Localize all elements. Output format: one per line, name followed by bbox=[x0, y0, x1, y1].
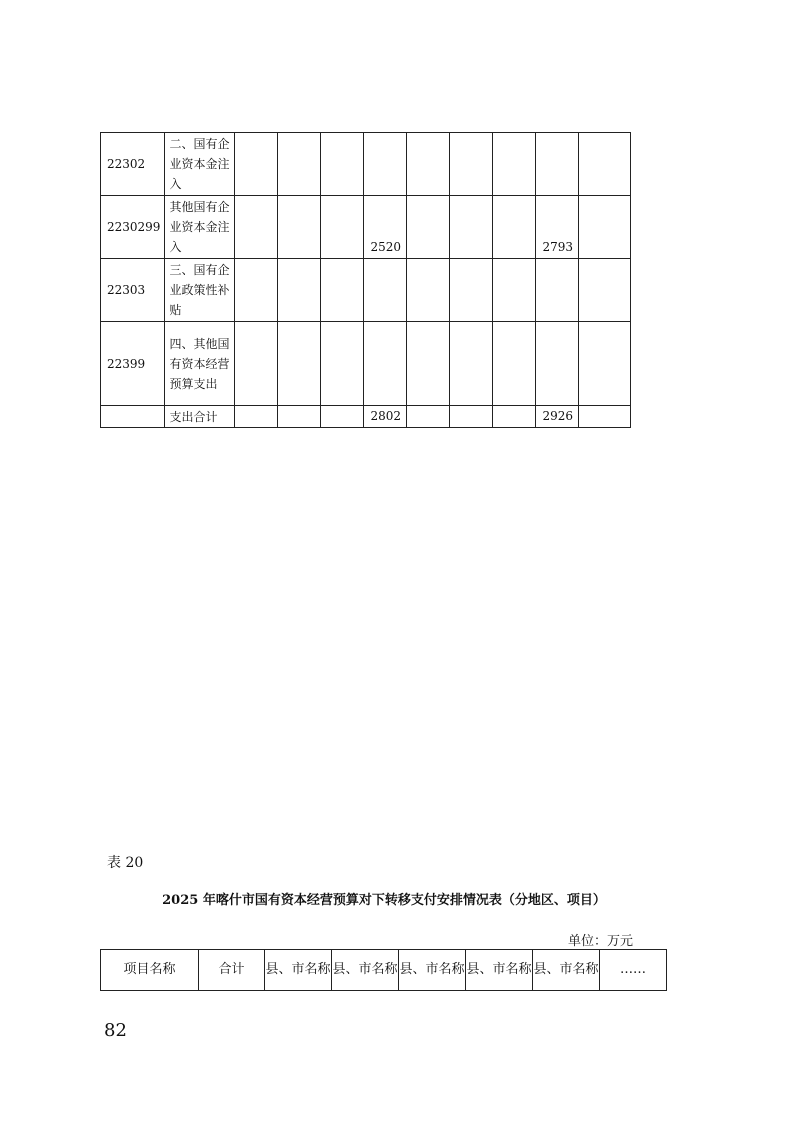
row-value bbox=[364, 322, 407, 406]
column-header: 县、市名称 bbox=[466, 950, 533, 991]
row-code: 2230299 bbox=[101, 196, 165, 259]
table-row bbox=[101, 259, 631, 322]
row-value bbox=[364, 259, 407, 322]
column-header: 项目名称 bbox=[101, 950, 199, 991]
row-value: 2926 bbox=[536, 406, 579, 428]
expense-table bbox=[100, 132, 631, 428]
row-value: 2793 bbox=[536, 196, 579, 259]
row-code: 22399 bbox=[101, 322, 165, 406]
column-header: …… bbox=[600, 950, 667, 991]
row-value bbox=[536, 322, 579, 406]
row-code bbox=[101, 406, 165, 428]
row-name: 三、国有企业政策性补贴 bbox=[165, 259, 235, 322]
row-value: 2520 bbox=[364, 196, 407, 259]
column-header: 县、市名称 bbox=[399, 950, 466, 991]
row-code: 22302 bbox=[101, 133, 165, 196]
table-label: 表 20 bbox=[107, 855, 144, 871]
table-row bbox=[101, 196, 631, 259]
page-number: 82 bbox=[104, 1020, 127, 1041]
row-value: 2802 bbox=[364, 406, 407, 428]
table-row bbox=[101, 133, 631, 196]
column-header: 县、市名称 bbox=[265, 950, 332, 991]
row-name: 其他国有企业资本金注入 bbox=[165, 196, 235, 259]
row-name: 四、其他国有资本经营预算支出 bbox=[165, 322, 235, 406]
row-code: 22303 bbox=[101, 259, 165, 322]
table-row bbox=[101, 322, 631, 406]
row-name: 支出合计 bbox=[165, 406, 235, 428]
unit-label: 单位：万元 bbox=[568, 934, 634, 949]
table-title: 2025 年喀什市国有资本经营预算对下转移支付安排情况表（分地区、项目） bbox=[162, 893, 606, 908]
column-header: 合计 bbox=[199, 950, 265, 991]
table-row bbox=[101, 406, 631, 428]
column-header: 县、市名称 bbox=[533, 950, 600, 991]
row-name: 二、国有企业资本金注入 bbox=[165, 133, 235, 196]
row-value bbox=[364, 133, 407, 196]
table-header-row bbox=[101, 950, 667, 991]
row-value bbox=[536, 259, 579, 322]
row-value bbox=[536, 133, 579, 196]
column-header: 县、市名称 bbox=[332, 950, 399, 991]
transfer-table bbox=[100, 949, 667, 991]
